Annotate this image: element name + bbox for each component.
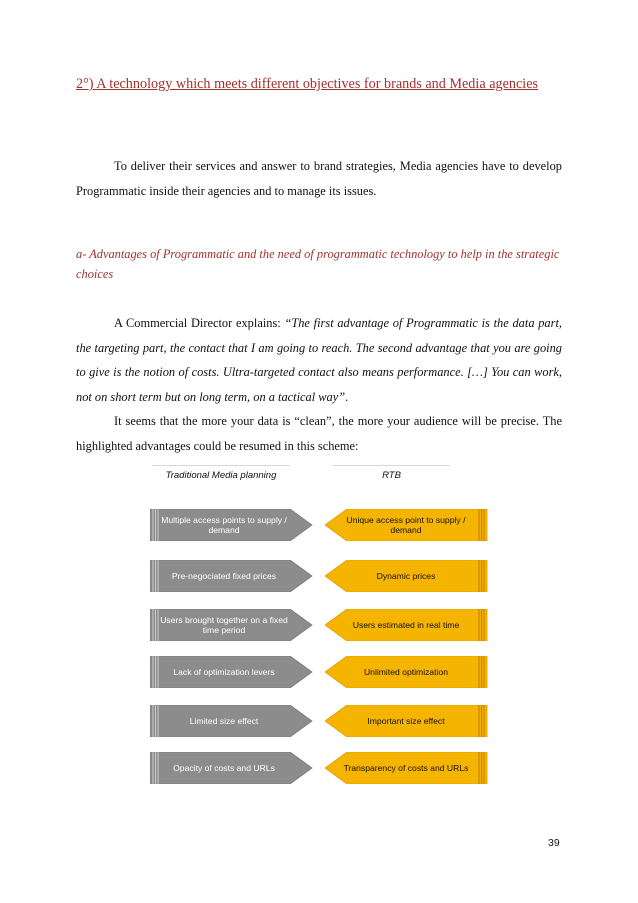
- paragraph-scheme-intro-text: It seems that the more your data is “clean”, the more your audience will be precise. The highlighted advantages could be resumed in this scheme:: [76, 414, 562, 453]
- traditional-item-5: [150, 705, 313, 737]
- quote-end: .: [345, 389, 349, 404]
- rtb-item-6: [325, 752, 488, 784]
- rtb-item-3: [325, 609, 488, 641]
- paragraph-quote: [76, 311, 562, 409]
- rtb-item-label: Dynamic prices: [376, 570, 436, 581]
- quote-intro: A Commercial Director explains:: [114, 316, 285, 330]
- traditional-item-3: [150, 609, 313, 641]
- rtb-item-label: Unlimited optimization: [363, 666, 449, 677]
- traditional-item-1: [150, 509, 313, 541]
- rtb-item-label: Important size effect: [367, 715, 445, 726]
- traditional-item-label: Opacity of costs and URLs: [173, 762, 275, 773]
- section-heading: 2°) A technology which meets different objectives for brands and Media agencies: [76, 76, 539, 92]
- rtb-item-5: [325, 705, 488, 737]
- rtb-item-label: Unique access point to supply / demand: [346, 514, 466, 535]
- subsection-heading: a- Advantages of Programmatic and the need of programmatic technology to help in the strategic choices: [76, 247, 560, 281]
- paragraph-scheme-intro: [76, 409, 562, 458]
- paragraph-intro-text: To deliver their services and answer to brand strategies, Media agencies have to develop Programmatic inside their agencies and to manage its issues.: [76, 159, 562, 198]
- rtb-item-4: [325, 656, 488, 688]
- traditional-item-6: [150, 752, 313, 784]
- traditional-item-2: [150, 560, 313, 592]
- traditional-item-label: Limited size effect: [189, 715, 259, 726]
- traditional-item-label: Pre-negociated fixed prices: [171, 570, 277, 581]
- rtb-item-1: [325, 509, 488, 541]
- traditional-item-label: Users brought together on a fixed time period: [160, 614, 288, 635]
- page-number: 39: [548, 837, 560, 849]
- comparison-scheme: [150, 465, 500, 800]
- rtb-title: RTB: [333, 465, 450, 486]
- traditional-media-title: Traditional Media planning: [152, 465, 290, 486]
- rtb-item-2: [325, 560, 488, 592]
- rtb-item-label: Transparency of costs and URLs: [343, 762, 469, 773]
- rtb-item-label: Users estimated in real time: [352, 619, 460, 630]
- paragraph-intro: [76, 154, 562, 203]
- traditional-item-4: [150, 656, 313, 688]
- quote-text: “The first advantage of Programmatic is the data part, the targeting part, the contact that I am going to reach. The second advantage that you are going to give is the notion of costs. Ultra-targeted contact also means performance. […] You can work, not on short term but on long term, on a tactical way”: [76, 316, 562, 404]
- traditional-item-label: Multiple access points to supply / demand: [161, 514, 287, 535]
- traditional-item-label: Lack of optimization levers: [173, 666, 275, 677]
